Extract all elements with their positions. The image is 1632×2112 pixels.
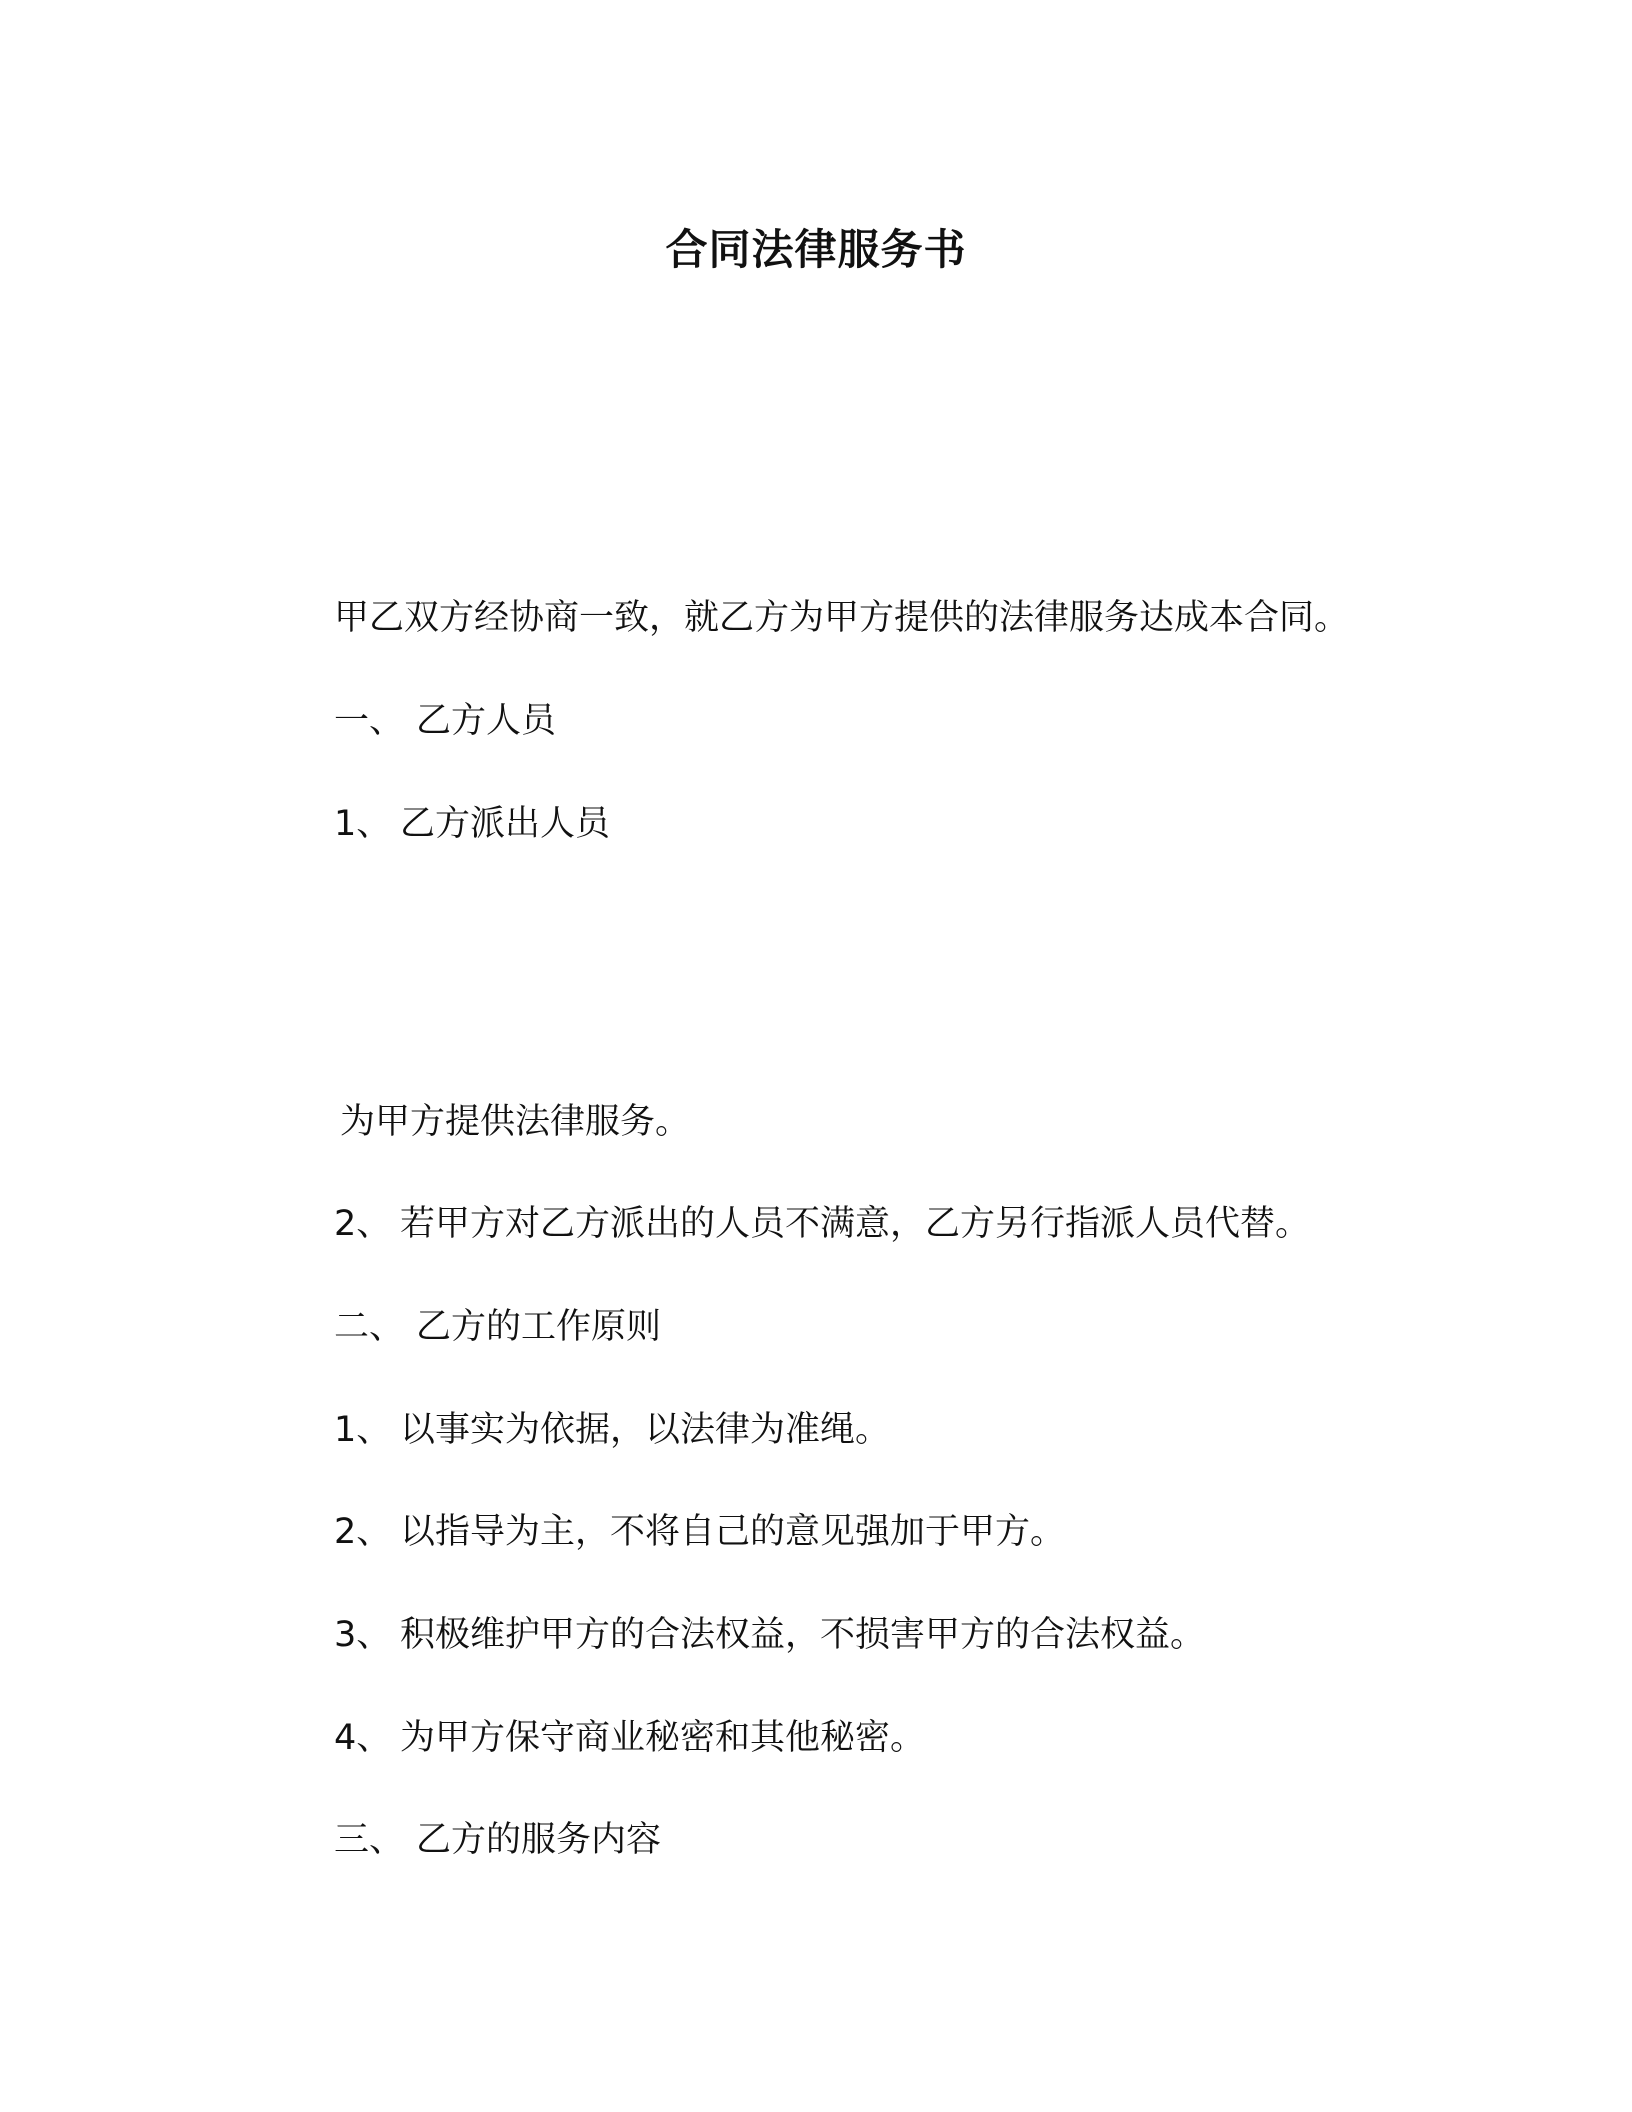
item-number: 4、	[334, 1718, 392, 1758]
section-2-title: 乙方的工作原则	[416, 1307, 662, 1347]
item-number: 1、	[334, 804, 392, 844]
section-2-number: 二、	[334, 1307, 405, 1347]
section-2-item-3	[334, 1611, 1205, 1659]
section-3-heading	[334, 1816, 661, 1864]
intro-paragraph: 甲乙双方经协商一致，就乙方为甲方提供的法律服务达成本合同。	[334, 598, 1350, 638]
item-text: 乙方派出人员	[400, 804, 611, 844]
item-text: 若甲方对乙方派出的人员不满意，乙方另行指派人员代替。	[400, 1204, 1311, 1244]
section-1-title: 乙方人员	[416, 701, 557, 741]
section-2-item-1	[334, 1406, 890, 1454]
section-1-item-1-continuation: 为甲方提供法律服务。	[340, 1102, 691, 1142]
section-3-title: 乙方的服务内容	[416, 1820, 662, 1860]
item-number: 2、	[334, 1204, 392, 1244]
section-3-number: 三、	[334, 1820, 405, 1860]
document-title: 合同法律服务书	[665, 225, 967, 274]
section-2-item-4	[334, 1714, 925, 1762]
section-2-item-2	[334, 1508, 1065, 1556]
section-1-item-2	[334, 1200, 1310, 1248]
item-text: 积极维护甲方的合法权益，不损害甲方的合法权益。	[400, 1615, 1206, 1655]
item-text: 以指导为主，不将自己的意见强加于甲方。	[400, 1512, 1066, 1552]
section-1-number: 一、	[334, 701, 405, 741]
section-1-heading	[334, 697, 556, 745]
section-2-heading	[334, 1303, 661, 1351]
item-number: 2、	[334, 1512, 392, 1552]
section-1-item-1	[334, 800, 610, 848]
item-text: 为甲方保守商业秘密和其他秘密。	[400, 1718, 926, 1758]
item-number: 1、	[334, 1410, 392, 1450]
item-number: 3、	[334, 1615, 392, 1655]
item-text: 以事实为依据，以法律为准绳。	[400, 1410, 891, 1450]
